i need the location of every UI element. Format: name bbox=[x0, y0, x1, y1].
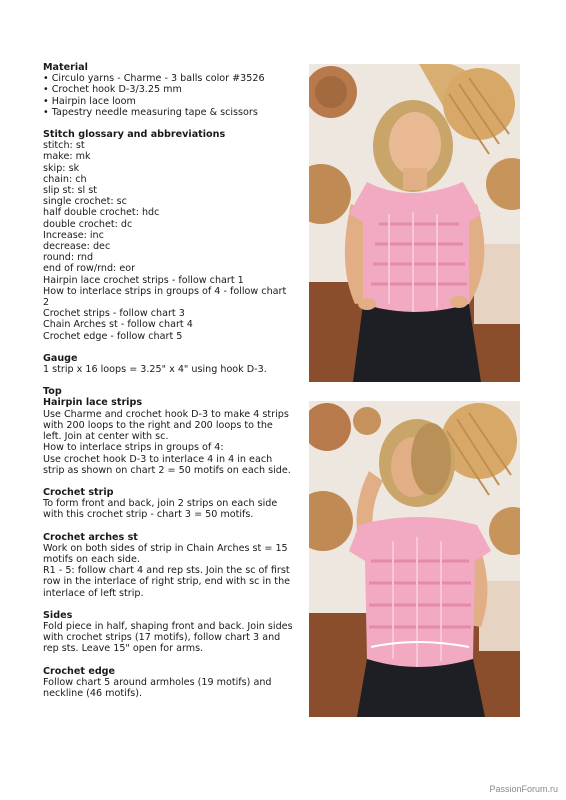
pattern-text-column bbox=[43, 62, 293, 710]
sides-section bbox=[43, 610, 293, 655]
glossary-item: make: mk bbox=[43, 151, 91, 163]
gauge-text: 1 strip x 16 loops = 3.25" x 4" using hook D-3. bbox=[43, 364, 267, 376]
arches-heading: Crochet arches st bbox=[43, 531, 138, 543]
interlace-intro-text: How to interlace strips in groups of 4: bbox=[43, 442, 224, 454]
hairpin-strips-text: Use Charme and crochet hook D-3 to make 4 strips with 200 loops to the right and 200 loops to the left. Join at center with sc. bbox=[43, 408, 289, 443]
material-item: • Tapestry needle measuring tape & scissors bbox=[43, 106, 258, 118]
interlace-text: Use crochet hook D-3 to interlace 4 in 4 in each strip as shown on chart 2 = 50 motifs on each side. bbox=[43, 453, 291, 476]
model-photo-back bbox=[309, 401, 520, 717]
arches-rows-text: R1 - 5: follow chart 4 and rep sts. Join the sc of first row in the interlace of right strip, end with sc in the interlace of left strip. bbox=[43, 565, 291, 599]
glossary-item: round: rnd bbox=[43, 252, 94, 264]
glossary-item: stitch: st bbox=[43, 140, 85, 152]
glossary-item: decrease: dec bbox=[43, 241, 111, 253]
glossary-item: Crochet edge - follow chart 5 bbox=[43, 330, 183, 342]
sides-text: Fold piece in half, shaping front and back. Join sides with crochet strips (17 motifs), follow chart 3 and rep sts. Leave 15" open for arms. bbox=[43, 620, 293, 655]
glossary-item: Increase: inc bbox=[43, 229, 104, 241]
watermark: PassionForum.ru bbox=[489, 784, 558, 794]
gauge-heading: Gauge bbox=[43, 352, 78, 364]
model-photo-front bbox=[309, 64, 520, 382]
edge-text: Follow chart 5 around armholes (19 motifs) and neckline (46 motifs). bbox=[43, 676, 272, 699]
arches-text: Work on both sides of strip in Chain Arches st = 15 motifs on each side. bbox=[43, 542, 288, 565]
edge-heading: Crochet edge bbox=[43, 665, 116, 677]
edge-section bbox=[43, 666, 293, 700]
material-section bbox=[43, 62, 293, 118]
crochet-strip-section bbox=[43, 487, 293, 521]
material-item: • Circulo yarns - Charme - 3 balls color #3526 bbox=[43, 73, 265, 85]
glossary-item: How to interlace strips in groups of 4 - follow chart 2 bbox=[43, 285, 287, 309]
material-heading: Material bbox=[43, 62, 88, 73]
glossary-item: Crochet strips - follow chart 3 bbox=[43, 308, 185, 320]
crochet-strip-heading: Crochet strip bbox=[43, 486, 114, 498]
crochet-strip-text: To form front and back, join 2 strips on each side with this crochet strip - chart 3 = 50 motifs. bbox=[43, 498, 278, 521]
glossary-item: single crochet: sc bbox=[43, 196, 127, 208]
glossary-item: double crochet: dc bbox=[43, 218, 133, 230]
material-item: • Crochet hook D-3/3.25 mm bbox=[43, 84, 182, 96]
top-heading: Top bbox=[43, 386, 62, 398]
glossary-item: end of row/rnd: eor bbox=[43, 263, 136, 275]
glossary-item: Hairpin lace crochet strips - follow chart 1 bbox=[43, 274, 244, 286]
glossary-item: half double crochet: hdc bbox=[43, 207, 160, 219]
sides-heading: Sides bbox=[43, 609, 73, 621]
glossary-heading: Stitch glossary and abbreviations bbox=[43, 129, 226, 141]
arches-section bbox=[43, 532, 293, 599]
glossary-item: chain: ch bbox=[43, 173, 87, 185]
top-section bbox=[43, 386, 293, 476]
hairpin-strips-heading: Hairpin lace strips bbox=[43, 397, 143, 409]
glossary-item: skip: sk bbox=[43, 162, 80, 174]
gauge-section bbox=[43, 353, 293, 375]
glossary-item: Chain Arches st - follow chart 4 bbox=[43, 319, 193, 331]
glossary-item: slip st: sl st bbox=[43, 185, 97, 197]
glossary-section bbox=[43, 129, 293, 342]
material-item: • Hairpin lace loom bbox=[43, 95, 136, 107]
